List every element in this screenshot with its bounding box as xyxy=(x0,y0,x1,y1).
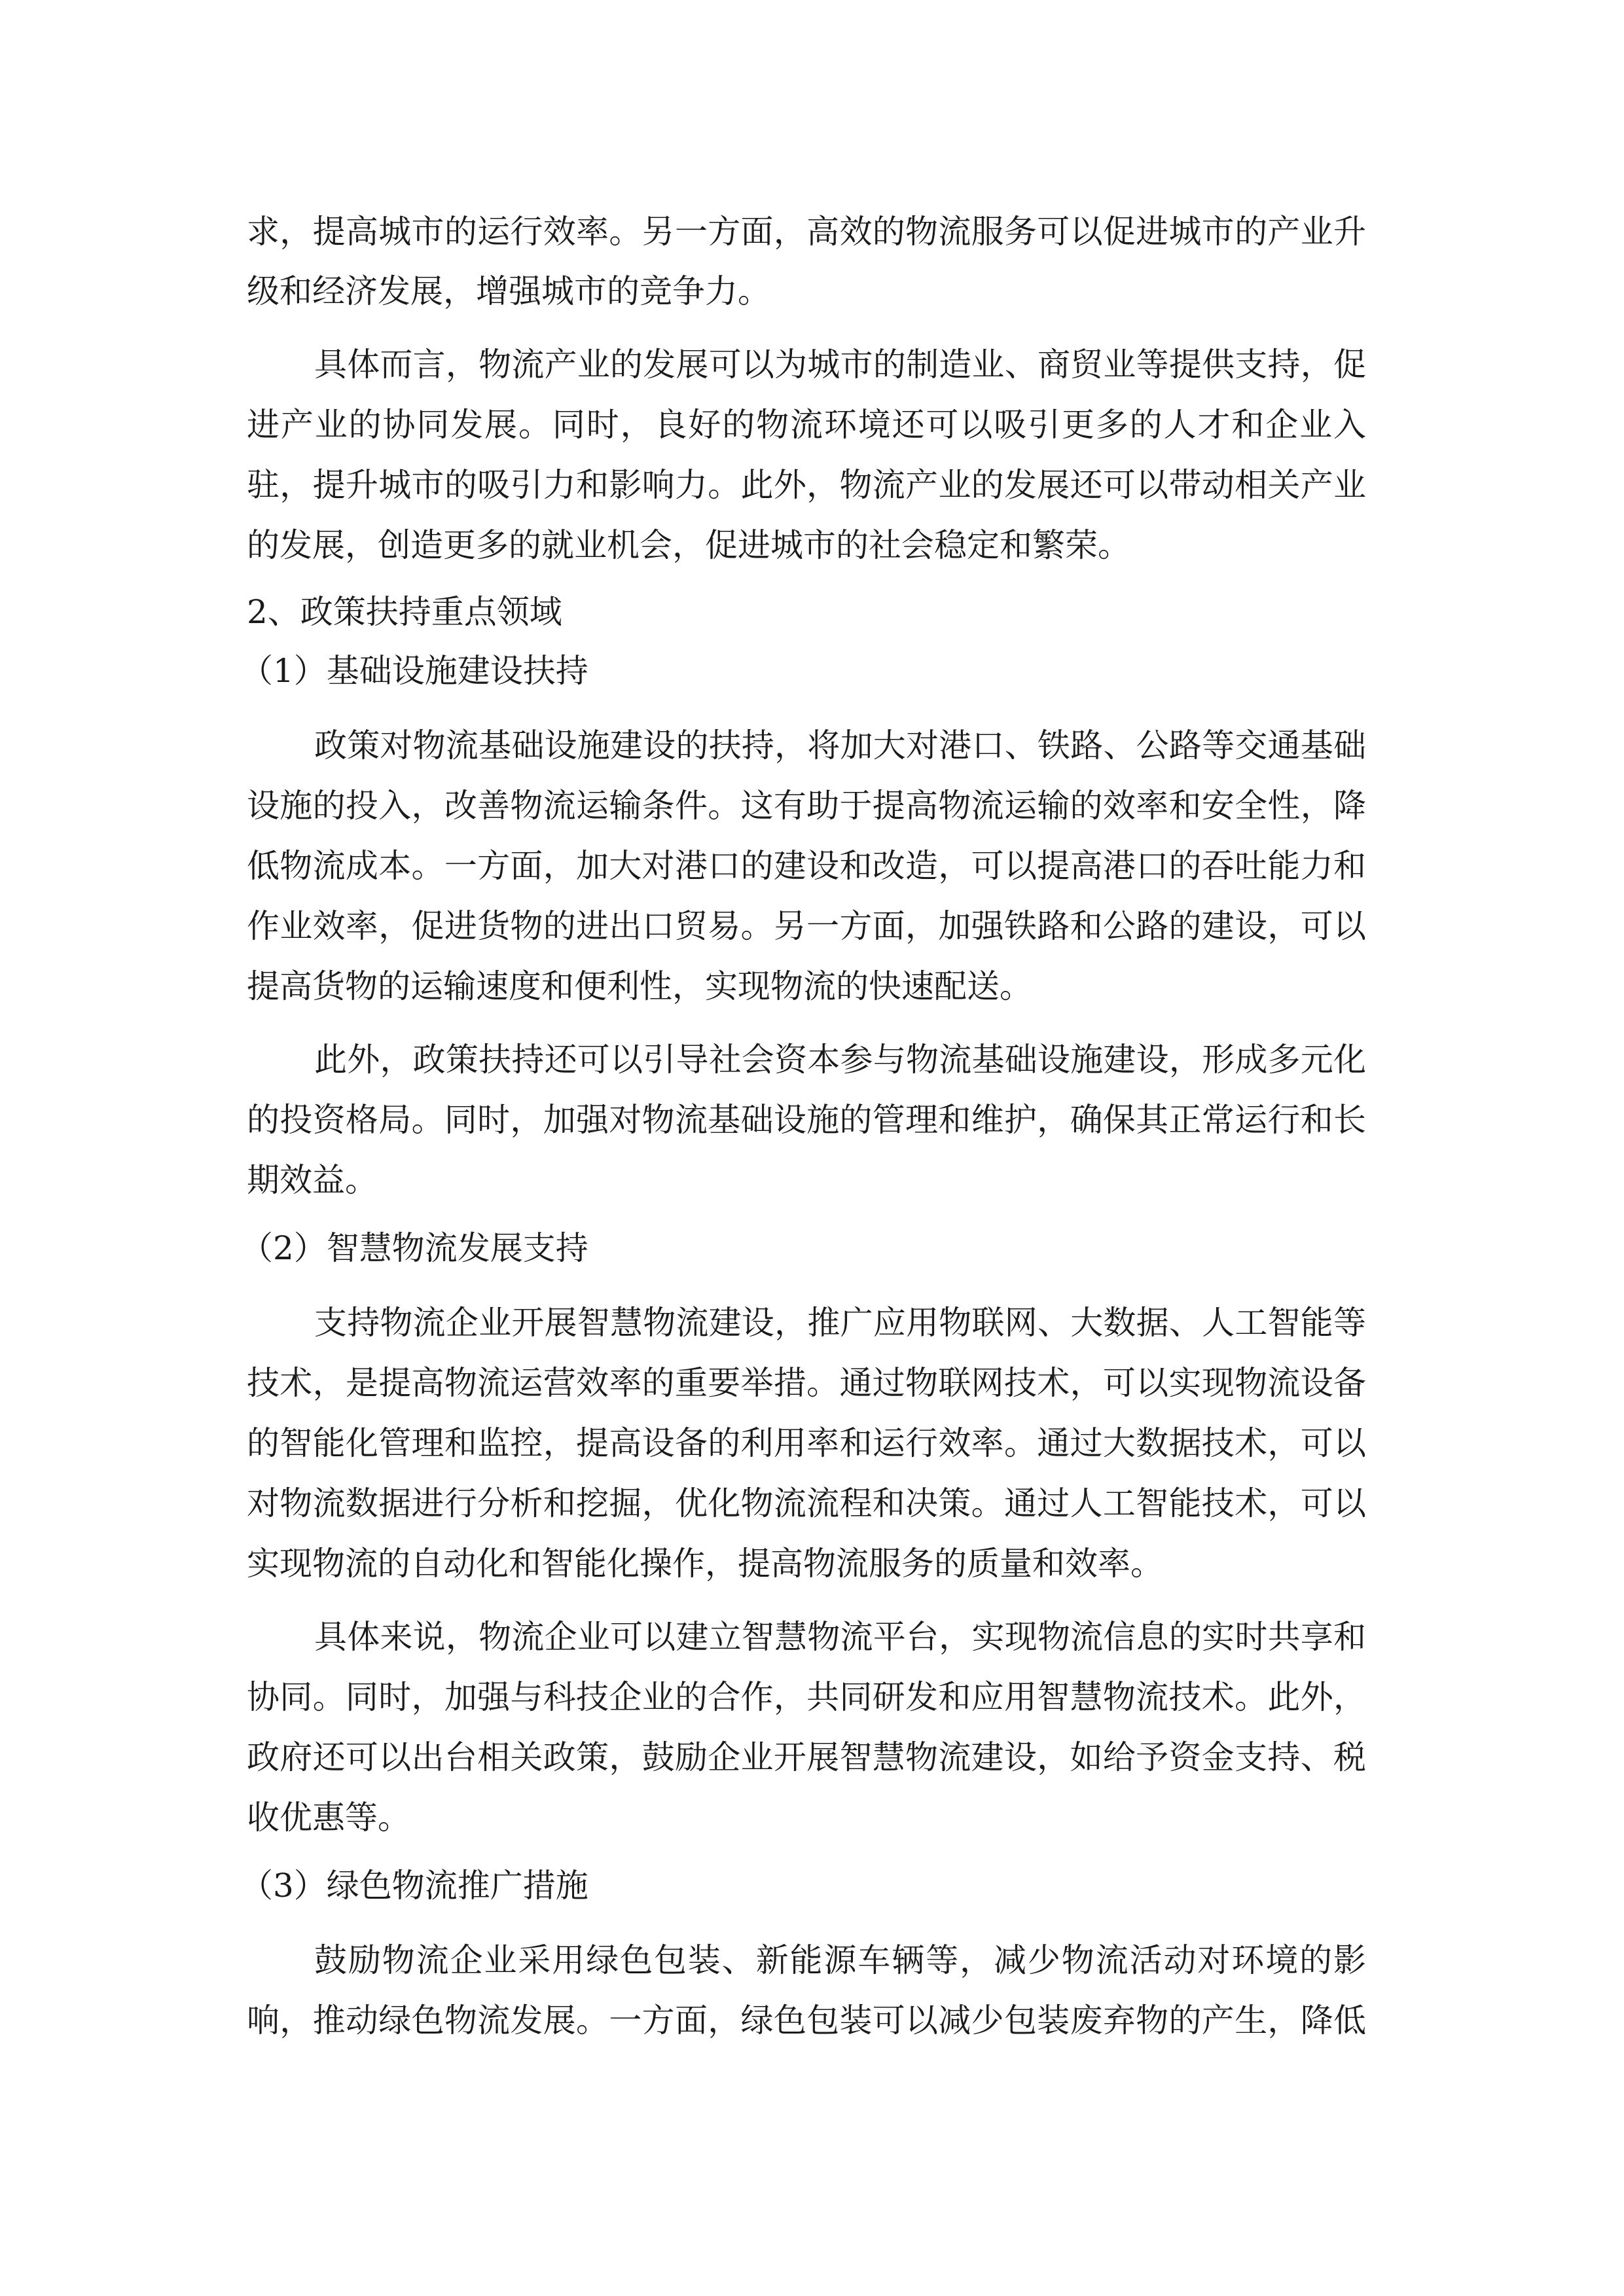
paragraph-line: 协同。同时，加强与科技企业的合作，共同研发和应用智慧物流技术。此外， xyxy=(247,1678,1366,1716)
paragraph-line: 提高货物的运输速度和便利性，实现物流的快速配送。 xyxy=(247,967,1032,1005)
paragraph-line: 期效益。 xyxy=(247,1161,378,1199)
paragraph-line: 驻，提升城市的吸引力和影响力。此外，物流产业的发展还可以带动相关产业 xyxy=(247,466,1366,504)
paragraph-line: 支持物流企业开展智慧物流建设，推广应用物联网、大数据、人工智能等 xyxy=(314,1304,1366,1342)
paragraph-line: 收优惠等。 xyxy=(247,1799,410,1837)
paragraph-line: 实现物流的自动化和智能化操作，提高物流服务的质量和效率。 xyxy=(247,1545,1163,1583)
paragraph-line: 技术，是提高物流运营效率的重要举措。通过物联网技术，可以实现物流设备 xyxy=(247,1364,1366,1402)
paragraph-line: 进产业的协同发展。同时，良好的物流环境还可以吸引更多的人才和企业入 xyxy=(247,406,1366,444)
paragraph-line: 的发展，创造更多的就业机会，促进城市的社会稳定和繁荣。 xyxy=(247,526,1130,564)
paragraph-line: 设施的投入，改善物流运输条件。这有助于提高物流运输的效率和安全性，降 xyxy=(247,787,1366,825)
paragraph-line: 政府还可以出台相关政策，鼓励企业开展智慧物流建设，如给予资金支持、税 xyxy=(247,1738,1366,1776)
sub-heading: （3）绿色物流推广措施 xyxy=(240,1867,588,1905)
paragraph-line: 级和经济发展，增强城市的竞争力。 xyxy=(247,272,770,310)
paragraph-line: 政策对物流基础设施建设的扶持，将加大对港口、铁路、公路等交通基础 xyxy=(314,726,1366,764)
paragraph-line: 对物流数据进行分析和挖掘，优化物流流程和决策。通过人工智能技术，可以 xyxy=(247,1484,1366,1522)
paragraph-line: 作业效率，促进货物的进出口贸易。另一方面，加强铁路和公路的建设，可以 xyxy=(247,907,1366,945)
paragraph-line: 的智能化管理和监控，提高设备的利用率和运行效率。通过大数据技术，可以 xyxy=(247,1424,1366,1462)
paragraph-line: 具体而言，物流产业的发展可以为城市的制造业、商贸业等提供支持，促 xyxy=(314,346,1366,384)
section-heading: 2、政策扶持重点领域 xyxy=(247,593,562,631)
sub-heading: （2）智慧物流发展支持 xyxy=(240,1229,588,1267)
paragraph-line: 低物流成本。一方面，加大对港口的建设和改造，可以提高港口的吞吐能力和 xyxy=(247,847,1366,885)
paragraph-line: 鼓励物流企业采用绿色包装、新能源车辆等，减少物流活动对环境的影 xyxy=(314,1941,1366,1979)
paragraph-line: 求，提高城市的运行效率。另一方面，高效的物流服务可以促进城市的产业升 xyxy=(247,213,1366,251)
paragraph-line: 响，推动绿色物流发展。一方面，绿色包装可以减少包装废弃物的产生，降低 xyxy=(247,2001,1366,2039)
paragraph-line: 的投资格局。同时，加强对物流基础设施的管理和维护，确保其正常运行和长 xyxy=(247,1101,1366,1139)
sub-heading: （1）基础设施建设扶持 xyxy=(240,652,588,690)
paragraph-line: 此外，政策扶持还可以引导社会资本参与物流基础设施建设，形成多元化 xyxy=(314,1041,1366,1079)
paragraph-line: 具体来说，物流企业可以建立智慧物流平台，实现物流信息的实时共享和 xyxy=(314,1618,1366,1656)
